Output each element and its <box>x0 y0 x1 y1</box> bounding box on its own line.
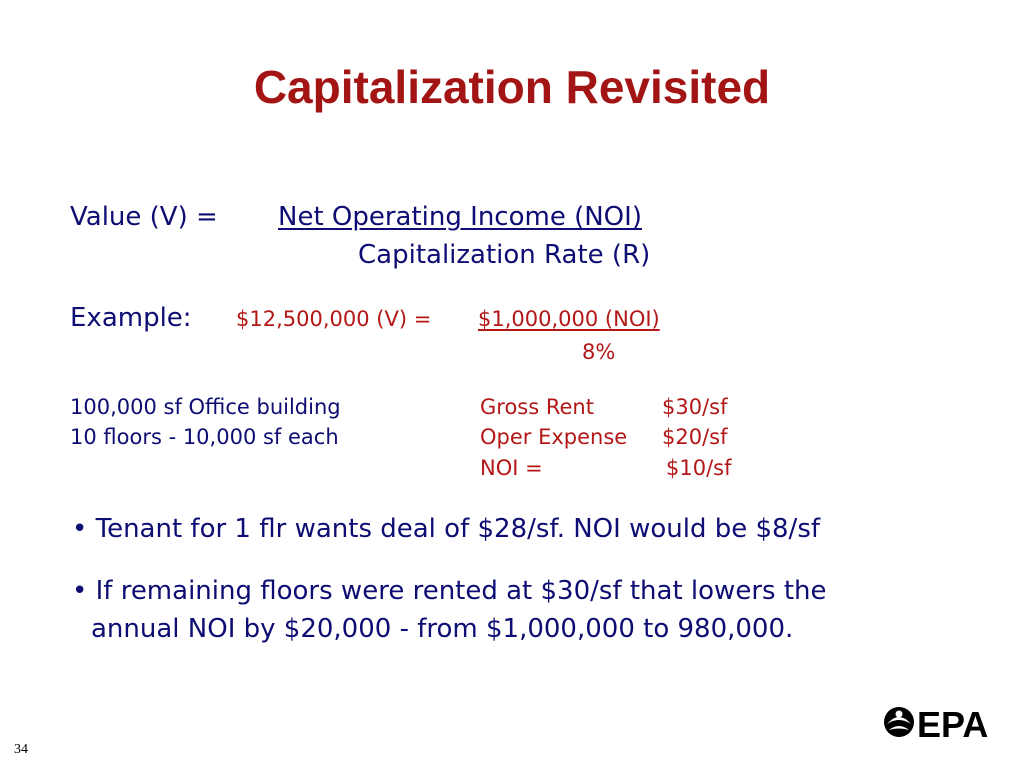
example-denominator: 8% <box>582 340 616 364</box>
financial-value-oper-expense: $20/sf <box>662 425 728 449</box>
bullet-2 <box>72 576 827 606</box>
financial-label-oper-expense: Oper Expense <box>480 425 628 449</box>
formula-numerator: Net Operating Income (NOI) <box>278 202 642 232</box>
formula-lhs: Value (V) = <box>70 202 218 232</box>
epa-logo-icon <box>881 702 993 742</box>
bullet-glyph: • <box>72 514 88 544</box>
bullet-1 <box>72 514 820 544</box>
financial-value-noi: $10/sf <box>666 456 732 480</box>
bullet-glyph: • <box>72 576 88 606</box>
formula-denominator: Capitalization Rate (R) <box>358 240 651 270</box>
financial-label-gross-rent: Gross Rent <box>480 395 594 419</box>
slide-title: Capitalization Revisited <box>253 61 771 113</box>
bullet-2-text-line-2: annual NOI by $20,000 - from $1,000,000 to 980,000. <box>91 614 794 644</box>
bullet-2-text-line-1: If remaining floors were rented at $30/sf that lowers the <box>95 576 827 606</box>
building-line-1: 100,000 sf Office building <box>70 395 341 419</box>
financial-value-gross-rent: $30/sf <box>662 395 728 419</box>
financial-label-noi: NOI = <box>480 456 543 480</box>
epa-logo-text: EPA <box>917 704 989 742</box>
page-number: 34 <box>14 742 28 757</box>
example-numerator: $1,000,000 (NOI) <box>478 307 660 331</box>
epa-logo <box>881 702 993 746</box>
bullet-1-text: Tenant for 1 flr wants deal of $28/sf. NOI would be $8/sf <box>95 514 821 544</box>
building-line-2: 10 floors - 10,000 sf each <box>70 425 339 449</box>
example-lhs: $12,500,000 (V) = <box>236 307 432 331</box>
example-label: Example: <box>70 303 192 333</box>
